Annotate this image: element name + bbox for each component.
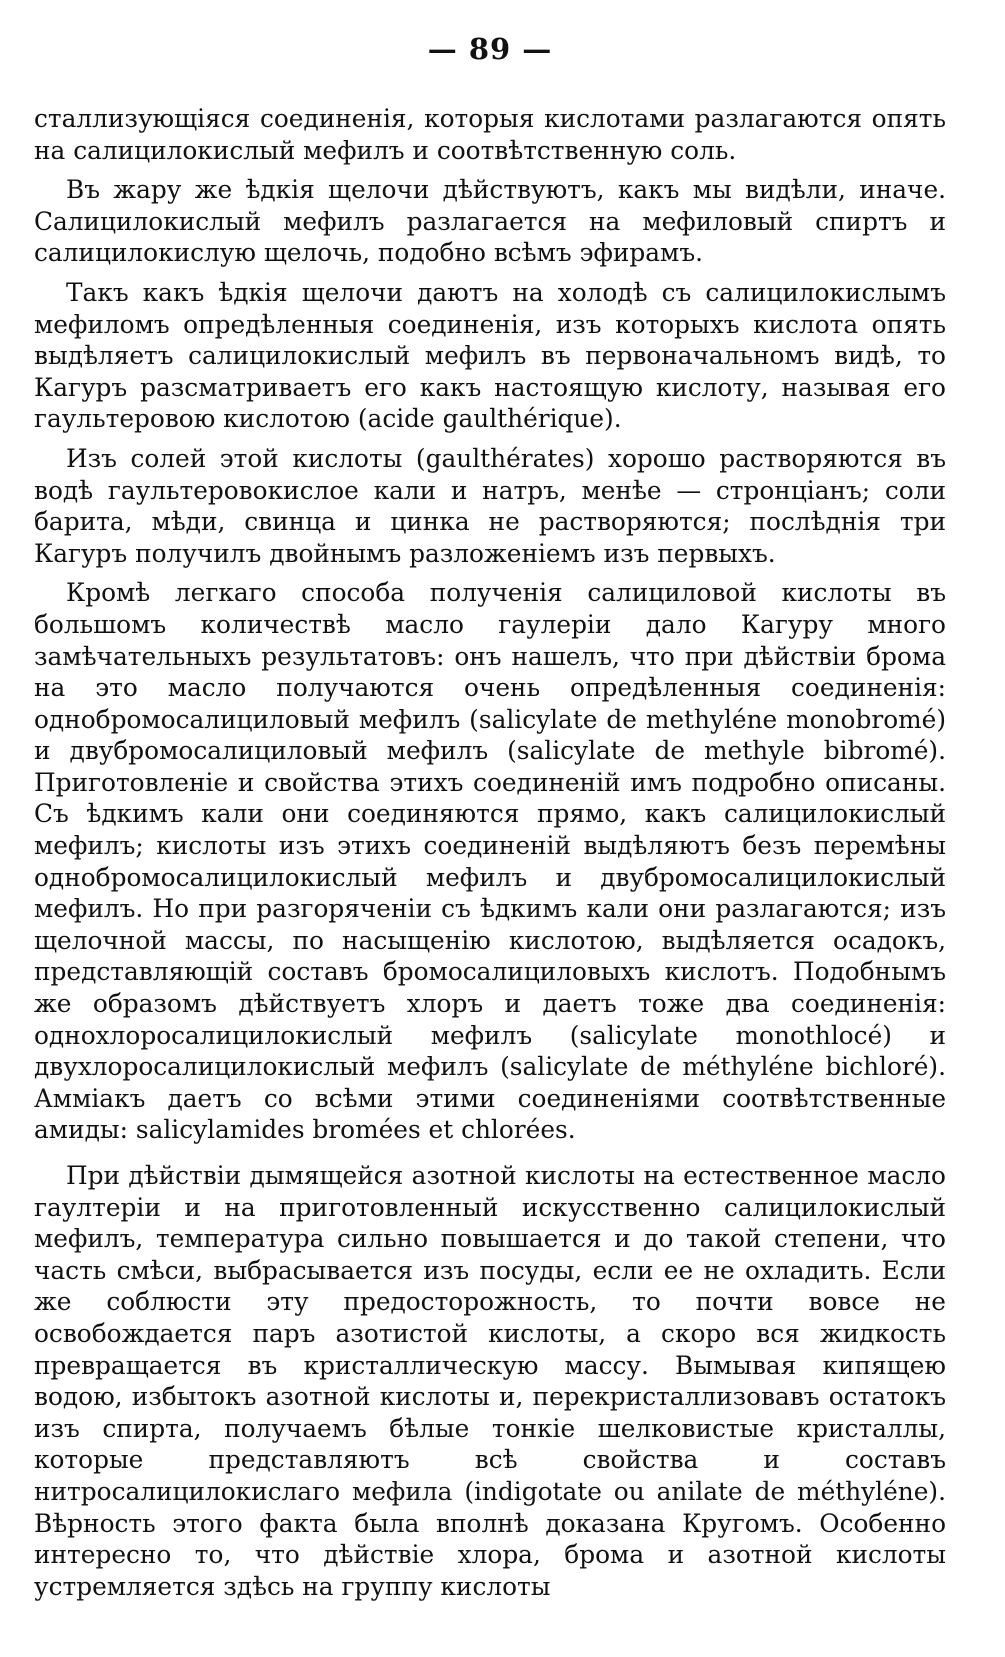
document-page <box>34 0 946 1657</box>
paragraph-continuation: сталлизующіяся соединенія, которыя кислотами разлагаются опять на салицилокислый мефилъ и соотвѣтственную соль. <box>34 104 946 165</box>
body-text <box>34 103 946 1610</box>
paragraph-nitric-acid: При дѣйствіи дымящейся азотной кислоты на естественное масло гаултеріи и на приготовленный искусственно салицилокислый мефилъ, температура сильно повышается и до такой степени, что часть смѣси, выбрасывается изъ посуды, если ее не охладить. Если же соблюсти эту предосторожность, то почти вовсе не освобождается паръ азотистой кислоты, а скоро вся жидкость превращается въ кристаллическую массу. Вымывая кипящею водою, избытокъ азотной кислоты и, перекристаллизовавъ остатокъ изъ спирта, получаемъ бѣлые тонкіе шелковистые кристаллы, которые представляютъ всѣ свойства и составъ нитросалицилокислаго мефила (indigotate ou anilate de méthyléne). Вѣрность этого факта была вполнѣ доказана Кругомъ. Особенно интересно то, что дѣйствіе хлора, брома и азотной кислоты устремляется здѣсь на группу кислоты <box>34 1161 946 1601</box>
paragraph-bromine-chlorine: Кромѣ легкаго способа полученія салициловой кислоты въ большомъ количествѣ масло гаулеріи дало Кагуру много замѣчательныхъ результатовъ: онъ нашелъ, что при дѣйствіи брома на это масло получаются очень опредѣленныя соединенія: однобромосалициловый мефилъ (salicylate de methyléne monobromé) и двубромосалициловый мефилъ (salicylate de methyle bibromé). Приготовленіе и свойства этихъ соединеній имъ подробно описаны. Съ ѣдкимъ кали они соединяются прямо, какъ салицилокислый мефилъ; кислоты изъ этихъ соединеній выдѣляютъ безъ перемѣны однобромосалицилокислый мефилъ и двубромосалицилокислый мефилъ. Но при разгоряченіи съ ѣдкимъ кали они разлагаются; изъ щелочной массы, по насыщенію кислотою, выдѣляется осадокъ, представляющій составъ бромосалициловыхъ кислотъ. Подобнымъ же образомъ дѣйствуетъ хлоръ и даетъ тоже два соединенія: однохлоросалицилокислый мефилъ (salicylate monothlocé) и двухлоросалицилокислый мефилъ (salicylate de méthyléne bichloré). Аммiакъ даетъ со всѣми этими соединеніями соотвѣтственные амиды: salicylamides bromées et chlorées. <box>34 578 946 1145</box>
paragraph-gaultherates: Изъ солей этой кислоты (gaulthérates) хорошо растворяются въ водѣ гаультеровокислое кали и натръ, менѣе — стронціанъ; соли барита, мѣди, свинца и цинка не растворяются; послѣднія три Кагуръ получилъ двойнымъ разложеніемъ изъ первыхъ. <box>34 443 946 568</box>
paragraph-gaultheric-acid: Такъ какъ ѣдкія щелочи даютъ на холодѣ съ салицилокислымъ мефиломъ опредѣленныя соединенія, изъ которыхъ кислота опять выдѣляетъ салицилокислый мефилъ въ первоначальномъ видѣ, то Кагуръ разсматриваетъ его какъ настоящую кислоту, называя его гаультеровою кислотою (acide gaulthérique). <box>34 277 946 434</box>
paragraph-heat-alkali: Въ жару же ѣдкія щелочи дѣйствуютъ, какъ мы видѣли, иначе. Салицилокислый мефилъ разлагается на мефиловый спиртъ и салицилокислую щелочь, подобно всѣмъ эфирамъ. <box>34 175 946 268</box>
page-number: — 89 — <box>427 32 553 66</box>
